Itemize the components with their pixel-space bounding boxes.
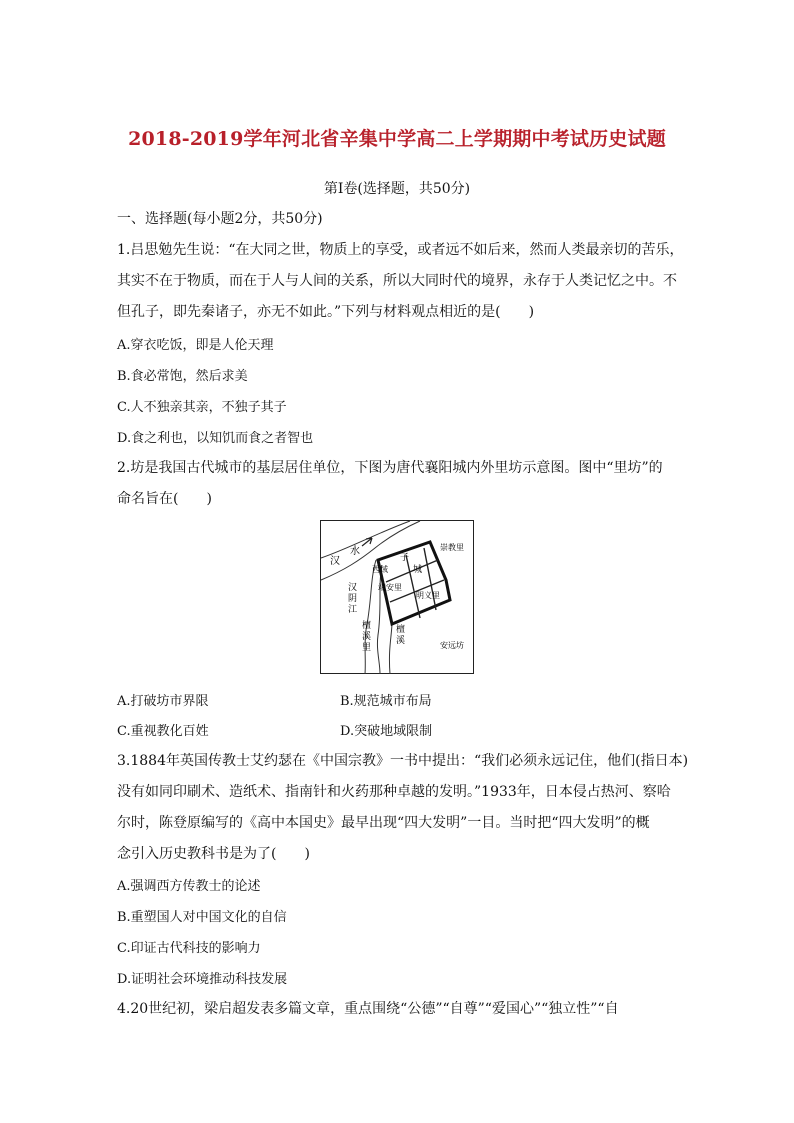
label-jingan: 靖安里 xyxy=(378,583,402,592)
label-tanxi-1: 檀 xyxy=(396,625,406,635)
xiangyang-map-figure xyxy=(320,520,474,674)
label-anyuan: 安远坊 xyxy=(440,641,464,650)
label-zi: 子 xyxy=(400,553,410,563)
q3-option-b: B.重塑国人对中国文化的自信 xyxy=(117,910,287,925)
q3-stem-line: 念引入历史教科书是为了( ) xyxy=(117,846,310,862)
label-hanyin-1: 汉 xyxy=(348,583,358,593)
q3-stem-line: 尔时，陈登原编写的《高中本国史》最早出现“四大发明”一目。当时把“四大发明”的概 xyxy=(117,815,650,831)
exam-title: 2018-2019学年河北省辛集中学高二上学期期中考试历史试题 xyxy=(128,128,666,150)
label-tanxi-2: 溪 xyxy=(396,636,406,646)
q4-stem-line: 4.20世纪初，梁启超发表多篇文章，重点围绕“公德”“自尊”“爱国心”“独立性”“自 xyxy=(117,1001,619,1017)
q2-stem-line: 命名旨在( ) xyxy=(117,491,212,507)
q1-stem-line: 其实不在于物质，而在于人与人间的关系，所以大同时代的境界，永存于人类记忆之中。不 xyxy=(117,273,677,289)
q1-option-b: B.食必常饱，然后求美 xyxy=(117,369,248,384)
label-cheng: 城 xyxy=(413,565,423,575)
label-xiyu: 西域 xyxy=(372,565,388,574)
label-chongjiao: 崇教里 xyxy=(440,543,464,552)
q3-option-d: D.证明社会环境推动科技发展 xyxy=(117,972,288,987)
label-shui: 水 xyxy=(350,546,360,557)
q2-option-c: C.重视教化百姓 xyxy=(117,724,209,739)
label-han: 汉 xyxy=(330,556,340,567)
q1-option-a: A.穿衣吃饭，即是人伦天理 xyxy=(117,338,274,353)
label-tanxili-2: 溪 xyxy=(362,632,372,642)
q3-option-c: C.印证古代科技的影响力 xyxy=(117,941,261,956)
q3-stem-line: 没有如同印刷术、造纸术、指南针和火药那种卓越的发明。”1933年，日本侵占热河、察哈 xyxy=(117,784,671,800)
q2-option-a: A.打破坊市界限 xyxy=(117,694,209,709)
q1-option-c: C.人不独亲其亲，不独子其子 xyxy=(117,400,287,415)
section-heading: 一、选择题(每小题2分，共50分) xyxy=(117,211,323,227)
xiangyang-map xyxy=(320,520,474,674)
q2-option-d: D.突破地域限制 xyxy=(340,724,433,739)
label-hanyin-3: 江 xyxy=(348,605,358,615)
label-tanxili-3: 里 xyxy=(362,643,372,653)
label-hanyin-2: 阴 xyxy=(348,594,358,604)
q1-stem-line: 1.吕思勉先生说：“在大同之世，物质上的享受，或者远不如后来，然而人类最亲切的苦乐， xyxy=(117,242,684,258)
label-tanxili-1: 檀 xyxy=(362,621,372,631)
q3-stem-line: 3.1884年英国传教士艾约瑟在《中国宗教》一书中提出：“我们必须永远记住，他们(指日本) xyxy=(117,753,689,769)
part-heading: 第Ⅰ卷(选择题，共50分) xyxy=(323,181,471,197)
q1-stem-line: 但孔子，即先秦诸子，亦无不如此。”下列与材料观点相近的是( ) xyxy=(117,304,535,320)
q2-stem-line: 2.坊是我国古代城市的基层居住单位，下图为唐代襄阳城内外里坊示意图。图中“里坊”的 xyxy=(117,460,663,476)
q1-option-d: D.食之利也，以知饥而食之者智也 xyxy=(117,431,314,446)
q2-option-b: B.规范城市布局 xyxy=(340,694,432,709)
q3-option-a: A.强调西方传教士的论述 xyxy=(117,879,261,894)
label-mingyi: 明义里 xyxy=(416,591,440,600)
